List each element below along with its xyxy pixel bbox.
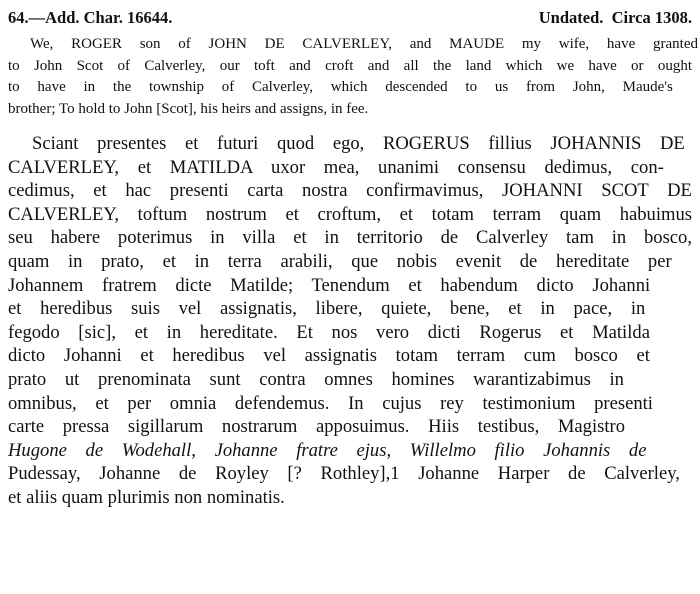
- charter-line: cedimus, et hac presenti carta nostra confirmavimus, JOHANNI SCOT DE: [8, 180, 692, 202]
- summary-line: to have in the township of Calverley, which descended to us from John, Maude's: [8, 79, 673, 95]
- charter-line: Pudessay, Johanne de Royley [? Rothley],1 Johanne Harper de Calverley,: [8, 463, 680, 485]
- charter-line: Johannem fratrem dicte Matilde; Tenendum et habendum dicto Johanni: [8, 274, 651, 296]
- charter-line: carte pressa sigillarum nostrarum apposuimus. Hiis testibus, Magistro: [8, 416, 625, 438]
- summary-line: brother; To hold to John [Scot], his heirs and assigns, in fee.: [8, 100, 369, 117]
- charter-line: omnibus, et per omnia defendemus. In cujus rey testimonium presenti: [8, 392, 653, 414]
- charter-header: [8, 8, 692, 30]
- charter-line: CALVERLEY, toftum nostrum et croftum, et totam terram quam habuimus: [8, 203, 692, 225]
- charter-line: Sciant presentes et futuri quod ego, ROGERUS fillius JOHANNIS DE: [32, 133, 685, 154]
- summary-line: We, ROGER son of JOHN DE CALVERLEY, and MAUDE my wife, have granted: [30, 36, 698, 52]
- english-summary: [8, 34, 698, 120]
- charter-line: dicto Johanni et heredibus vel assignatis totam terram cum bosco et: [8, 345, 650, 367]
- charter-line: Hugone de Wodehall, Johanne fratre ejus, Willelmo filio Johannis de: [8, 439, 647, 461]
- charter-line: prato ut prenominata sunt contra omnes homines warantizabimus in: [8, 368, 624, 390]
- document-page: [8, 8, 698, 510]
- charter-line: quam in prato, et in terra arabili, que nobis evenit de hereditate per: [8, 250, 672, 272]
- charter-line: fegodo [sic], et in hereditate. Et nos vero dicti Rogerus et Matilda: [8, 321, 650, 343]
- charter-line: CALVERLEY, et MATILDA uxor mea, unanimi consensu dedimus, con-: [8, 156, 664, 178]
- charter-line: seu habere poterimus in villa et in territorio de Calverley tam in bosco,: [8, 227, 692, 249]
- charter-line: et heredibus suis vel assignatis, libere, quiete, bene, et in pace, in: [8, 298, 646, 320]
- charter-date: Undated. Circa 1308.: [538, 8, 692, 27]
- charter-number: 64.—Add. Char. 16644.: [8, 8, 173, 27]
- latin-charter-text: [8, 132, 692, 510]
- charter-line: et aliis quam plurimis non nominatis.: [8, 486, 285, 508]
- summary-line: to John Scot of Calverley, our toft and croft and all the land which we have or ought: [8, 57, 692, 74]
